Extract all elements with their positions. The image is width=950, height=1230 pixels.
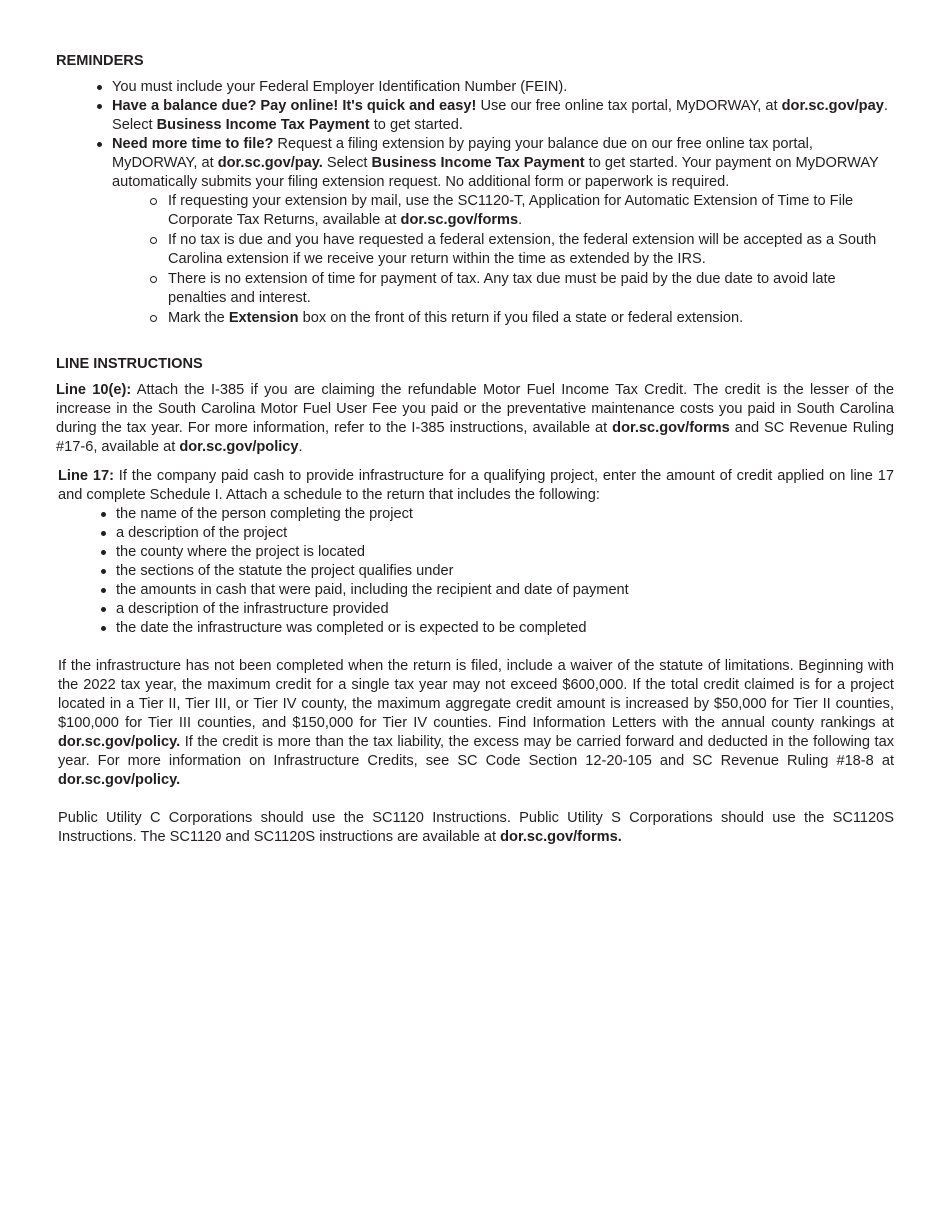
sub-item-mail xyxy=(112,192,894,230)
forms-link-3[interactable]: dor.sc.gov/forms. xyxy=(500,829,622,845)
balance-due-bold: Have a balance due? Pay online! It's quick and easy! xyxy=(112,98,477,114)
business-tax-payment-bold: Business Income Tax Payment xyxy=(156,117,370,133)
forms-link-2[interactable]: dor.sc.gov/forms xyxy=(612,420,730,436)
balance-due-text-3: to get started. xyxy=(369,117,463,133)
line-10e-paragraph xyxy=(56,381,894,457)
sub-item-payment xyxy=(112,270,894,308)
line-17-paragraph xyxy=(58,467,894,505)
policy-link-2[interactable]: dor.sc.gov/policy. xyxy=(58,734,181,750)
sub-item-mail-text: If requesting your extension by mail, use the SC1120-T, Application for Automatic Extension of Time to File Corporate Tax Returns, available at xyxy=(168,193,854,228)
list-item: the county where the project is located xyxy=(58,543,894,562)
pay-link-2[interactable]: dor.sc.gov/pay. xyxy=(217,155,323,171)
line-17-label: Line 17: xyxy=(58,468,114,484)
extension-text-3: to get started. Your payment on MyDORWAY automatically submits your filing extension request. No additional form or paperwork is required. xyxy=(112,155,879,190)
document-page xyxy=(56,52,894,847)
list-item: the sections of the statute the project qualifies under xyxy=(58,562,894,581)
sub-item-federal-text: If no tax is due and you have requested a federal extension, the federal extension will be accepted as a South Carolina extension if we receive your return within the time as extended by the IRS. xyxy=(168,232,877,267)
sub-item-payment-text: There is no extension of time for payment of tax. Any tax due must be paid by the due date to avoid late penalties and interest. xyxy=(168,271,836,306)
line-17-block xyxy=(56,467,894,847)
list-item: the amounts in cash that were paid, including the recipient and date of payment xyxy=(58,581,894,600)
list-item: a description of the infrastructure provided xyxy=(58,600,894,619)
line-instructions-section xyxy=(56,355,894,847)
pay-link[interactable]: dor.sc.gov/pay xyxy=(781,98,884,114)
infrastructure-text-2: If the credit is more than the tax liability, the excess may be carried forward and deducted in the following tax year. For more information on Infrastructure Credits, see SC Code Section 12-20-105 and SC Revenue Ruling #18-8 at xyxy=(58,734,894,769)
business-tax-payment-bold-2: Business Income Tax Payment xyxy=(371,155,585,171)
infrastructure-text: If the infrastructure has not been completed when the return is filed, include a waiver of the statute of limitations. Beginning with the 2022 tax year, the maximum credit for a single tax year may not exceed $600,000. If the total credit claimed is for a project located in a Tier II, Tier III, or Tier IV county, the maximum aggregate credit amount is increased by $50,000 for Tier II counties, $100,000 for Tier III counties, and $150,000 for Tier IV counties. Find Information Letters with the annual county rankings at xyxy=(58,658,894,731)
reminder-balance-due xyxy=(56,97,894,135)
line-17-text: If the company paid cash to provide infrastructure for a qualifying project, enter the amount of credit applied on line 17 and complete Schedule I. Attach a schedule to the return that includes the following: xyxy=(58,468,894,503)
line-10e-text-3: . xyxy=(298,439,303,455)
sub-item-mail-end: . xyxy=(518,212,523,228)
forms-link[interactable]: dor.sc.gov/forms xyxy=(400,212,519,228)
policy-link[interactable]: dor.sc.gov/policy xyxy=(179,439,299,455)
reminder-extension xyxy=(56,135,894,328)
line-10e-text-2: and SC Revenue Ruling #17-6, available at xyxy=(56,420,894,455)
reminder-fein xyxy=(56,78,894,97)
sub-item-mark-text-2: box on the front of this return if you filed a state or federal extension. xyxy=(298,310,744,326)
sub-item-mark-text: Mark the xyxy=(168,310,229,326)
line-10e-label: Line 10(e): xyxy=(56,382,132,398)
reminders-list xyxy=(56,78,894,328)
public-utility-paragraph xyxy=(58,809,894,847)
line-instructions-heading: LINE INSTRUCTIONS xyxy=(56,356,203,372)
extension-box-bold: Extension xyxy=(228,310,299,326)
sub-item-federal xyxy=(112,231,894,269)
list-item: the name of the person completing the project xyxy=(58,505,894,524)
list-item: the date the infrastructure was completed or is expected to be completed xyxy=(58,619,894,638)
policy-link-3[interactable]: dor.sc.gov/policy. xyxy=(58,772,181,788)
reminders-heading: REMINDERS xyxy=(56,53,144,69)
extension-text: Request a filing extension by paying your balance due on our free online tax portal, MyDORWAY, at xyxy=(112,136,813,171)
balance-due-text: Use our free online tax portal, MyDORWAY, at xyxy=(476,98,782,114)
sub-item-mark-box xyxy=(112,309,894,328)
public-utility-text: Public Utility C Corporations should use the SC1120 Instructions. Public Utility S Corporations should use the SC1120S Instructions. The SC1120 and SC1120S instructions are available at xyxy=(58,810,894,845)
extension-bold: Need more time to file? xyxy=(112,136,274,152)
reminder-fein-text: You must include your Federal Employer Identification Number (FEIN). xyxy=(112,79,568,95)
extension-text-2: Select xyxy=(322,155,372,171)
list-item: a description of the project xyxy=(58,524,894,543)
infrastructure-paragraph xyxy=(58,657,894,790)
balance-due-text-2: . Select xyxy=(112,98,888,133)
line-17-list xyxy=(58,505,894,638)
line-10e-text: Attach the I-385 if you are claiming the refundable Motor Fuel Income Tax Credit. The credit is the lesser of the increase in the South Carolina Motor Fuel User Fee you paid or the preventative maintenance costs you paid in South Carolina during the tax year. For more information, refer to the I-385 instructions, available at xyxy=(56,382,895,436)
extension-sublist xyxy=(112,192,894,328)
reminders-section xyxy=(56,52,894,328)
